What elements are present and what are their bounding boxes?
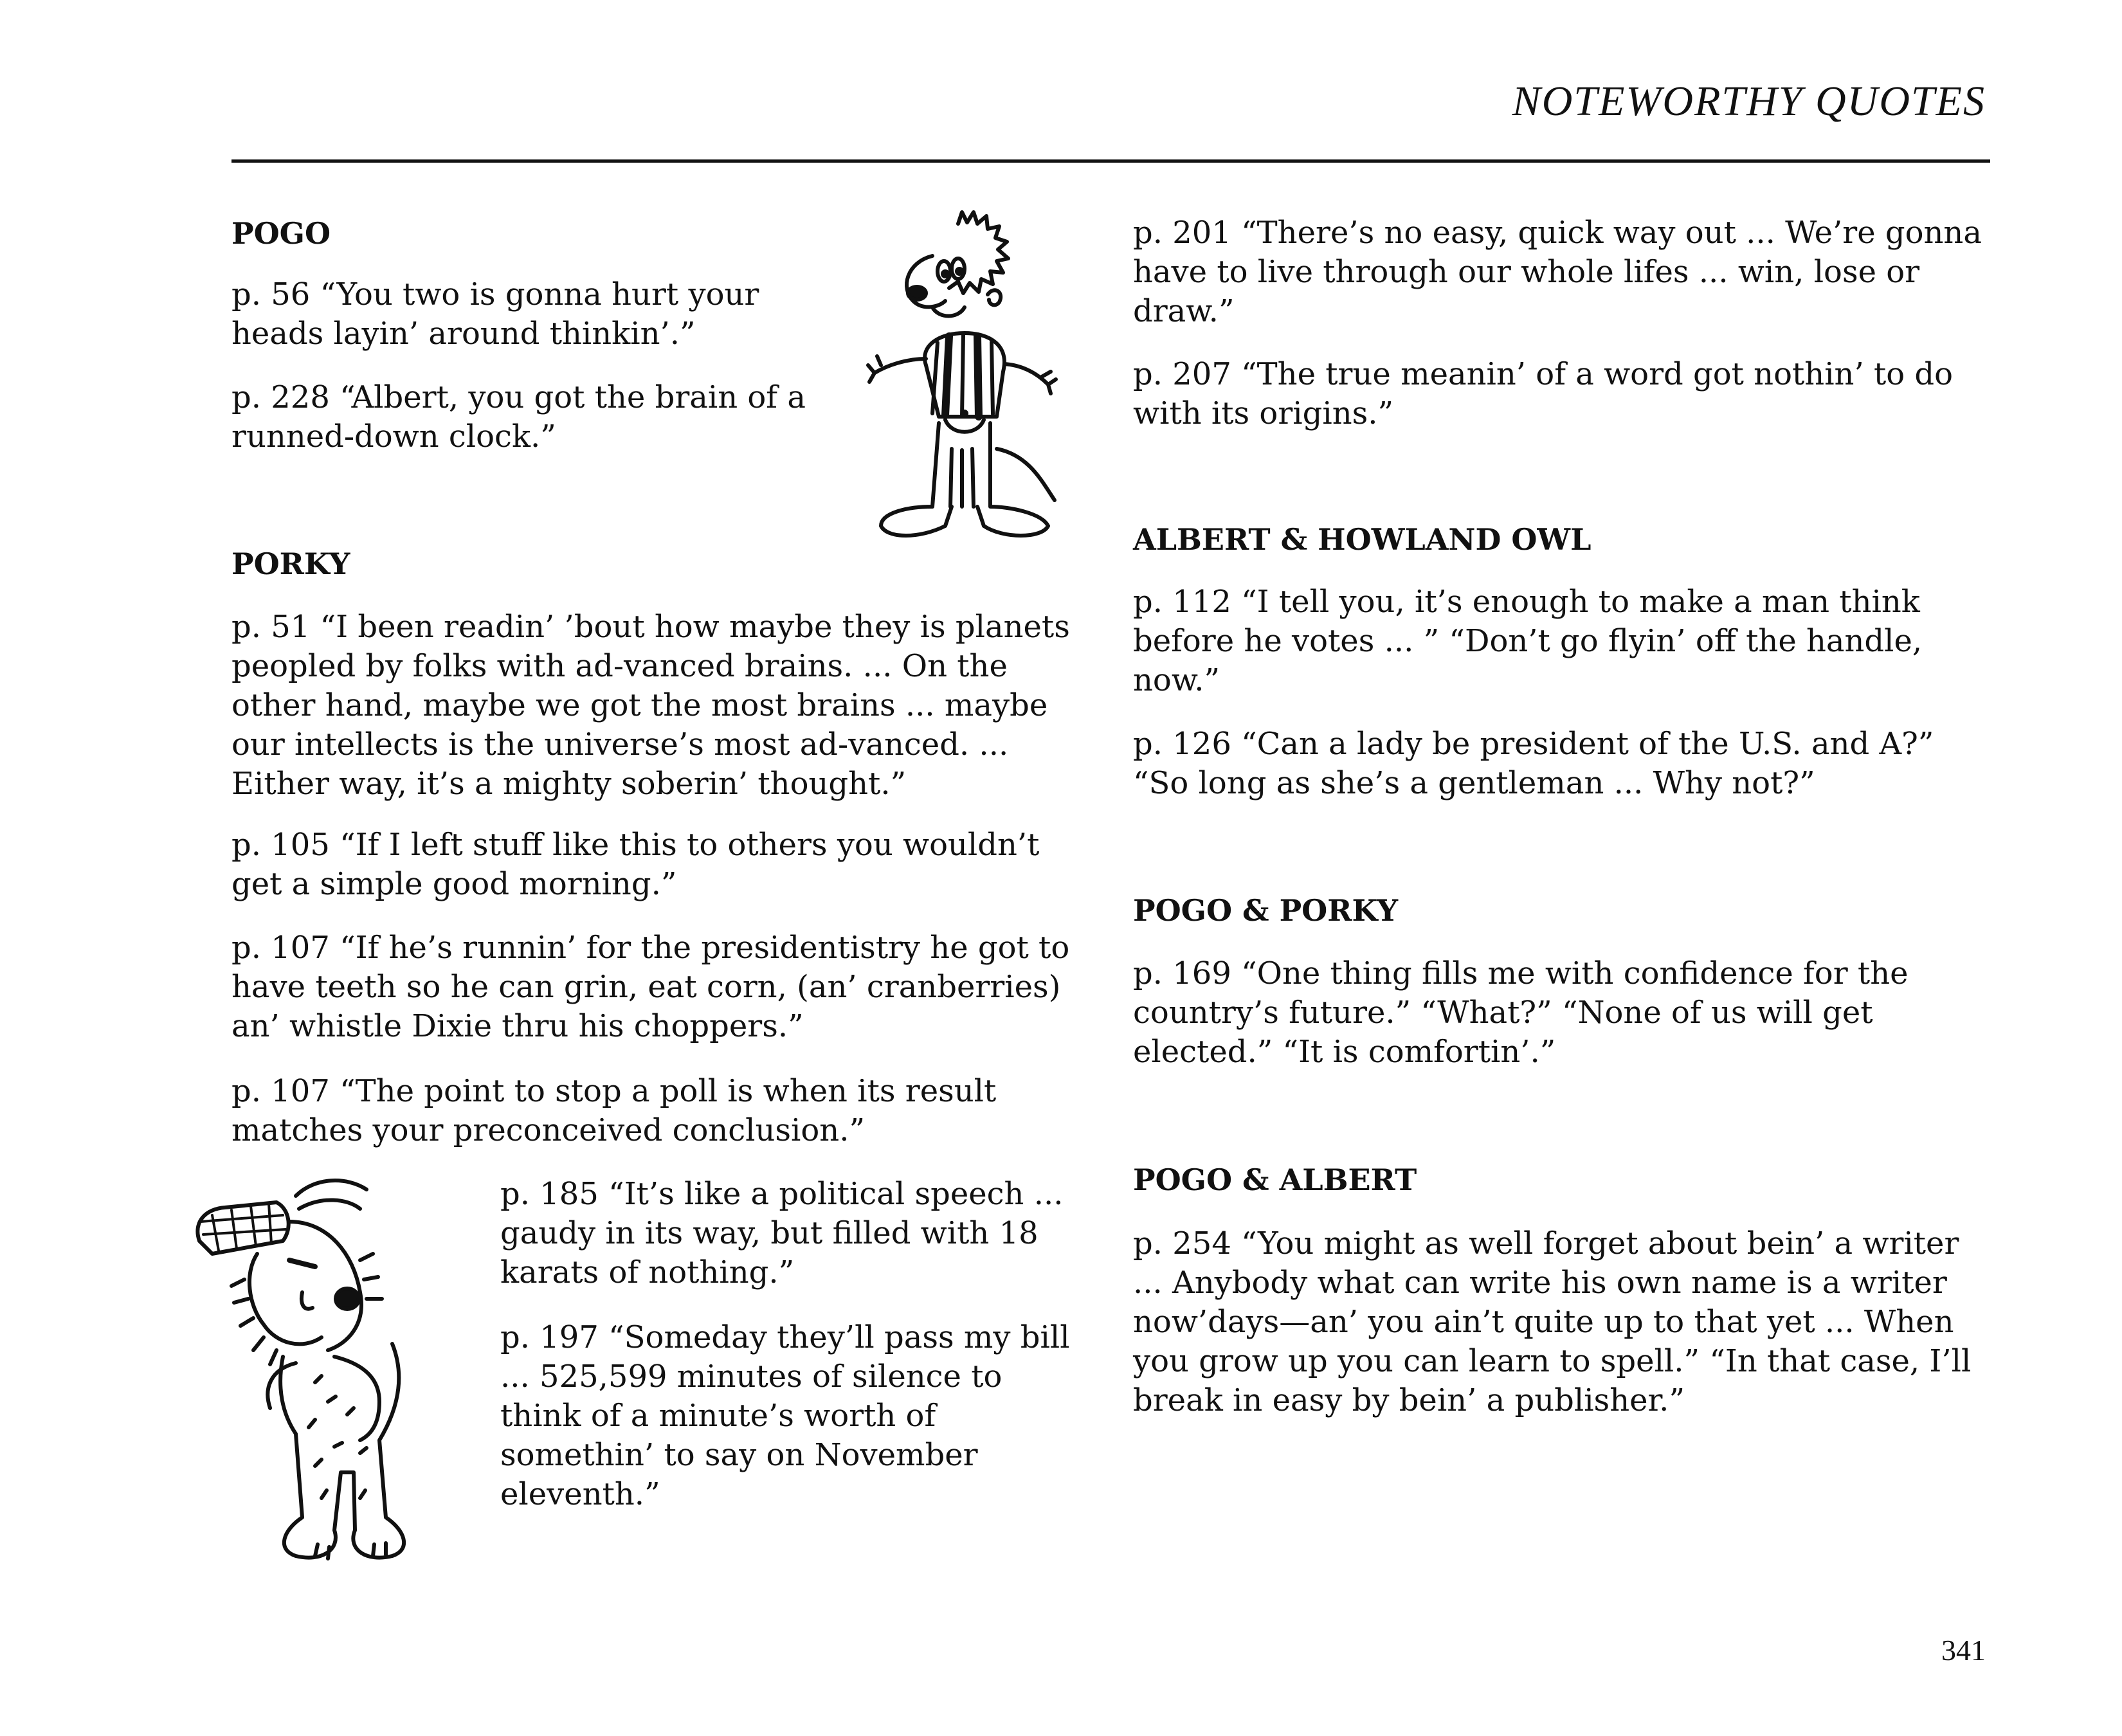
quote-porky-197: p. 197 “Someday they’ll pass my bill ... 525,599 minutes of silence to think of a minute’s worth of somethin’ to say on November eleventh.”	[500, 1319, 1070, 1512]
porky-cartoon-icon	[186, 1170, 476, 1582]
quote-pogo-201: p. 201 “There’s no easy, quick way out ... We’re gonna have to live through our whole lifes ... win, lose or draw.”	[1133, 215, 1982, 329]
quote-porky-105: p. 105 “If I left stuff like this to others you wouldn’t get a simple good morning.”	[231, 827, 1040, 902]
quote-pogo-228: p. 228 “Albert, you got the brain of a runned-down clock.”	[231, 379, 806, 455]
quote-albert-howland-126: p. 126 “Can a lady be president of the U.S. and A?” “So long as she’s a gentleman ... Why not?”	[1133, 726, 1934, 801]
pogo-cartoon-icon	[862, 204, 1067, 565]
quote-pogo-56: p. 56 “You two is gonna hurt your heads layin’ around thinkin’.”	[231, 276, 759, 352]
section-heading-pogo: POGO	[231, 216, 331, 251]
section-heading-albert-howland: ALBERT & HOWLAND OWL	[1133, 522, 1592, 557]
section-heading-pogo-porky: POGO & PORKY	[1133, 893, 1399, 928]
quote-porky-107a: p. 107 “If he’s runnin’ for the presidentistry he got to have teeth so he can grin, eat corn, (an’ cranberries) an’ whistle Dixie thru his choppers.”	[231, 930, 1070, 1044]
header-rule	[231, 159, 1990, 163]
quote-pogo-albert-254: p. 254 “You might as well forget about bein’ a writer ... Anybody what can write his own name is a writer now’days—an’ you ain’t quite up to that yet ... When you grow up you can learn to spell.” “In that case, I’ll break in easy by bein’ a publisher.”	[1133, 1225, 1972, 1418]
quote-porky-107b: p. 107 “The point to stop a poll is when its result matches your preconceived conclusion.”	[231, 1073, 997, 1148]
quote-pogo-porky-169: p. 169 “One thing fills me with confidence for the country’s future.” “What?” “None of us will get elected.” “It is comfortin’.”	[1133, 955, 1909, 1070]
quote-pogo-207: p. 207 “The true meanin’ of a word got nothin’ to do with its origins.”	[1133, 356, 1954, 431]
quote-porky-185: p. 185 “It’s like a political speech ... gaudy in its way, but filled with 18 karats of nothing.”	[500, 1176, 1064, 1290]
quote-porky-51: p. 51 “I been readin’ ’bout how maybe they is planets peopled by folks with ad-vanced brains. ... On the other hand, maybe we got the most brains ... maybe our intellects is the universe’s most ad-vanced. ... Either way, it’s a mighty soberin’ thought.”	[231, 609, 1070, 802]
section-heading-pogo-albert: POGO & ALBERT	[1133, 1162, 1417, 1197]
running-head: NOTEWORTHY QUOTES	[1512, 78, 1986, 125]
section-heading-porky: PORKY	[231, 547, 350, 581]
page-number: 341	[1941, 1634, 1986, 1667]
quote-albert-howland-112: p. 112 “I tell you, it’s enough to make a man think before he votes ... ” “Don’t go flyin’ off the handle, now.”	[1133, 584, 1923, 698]
